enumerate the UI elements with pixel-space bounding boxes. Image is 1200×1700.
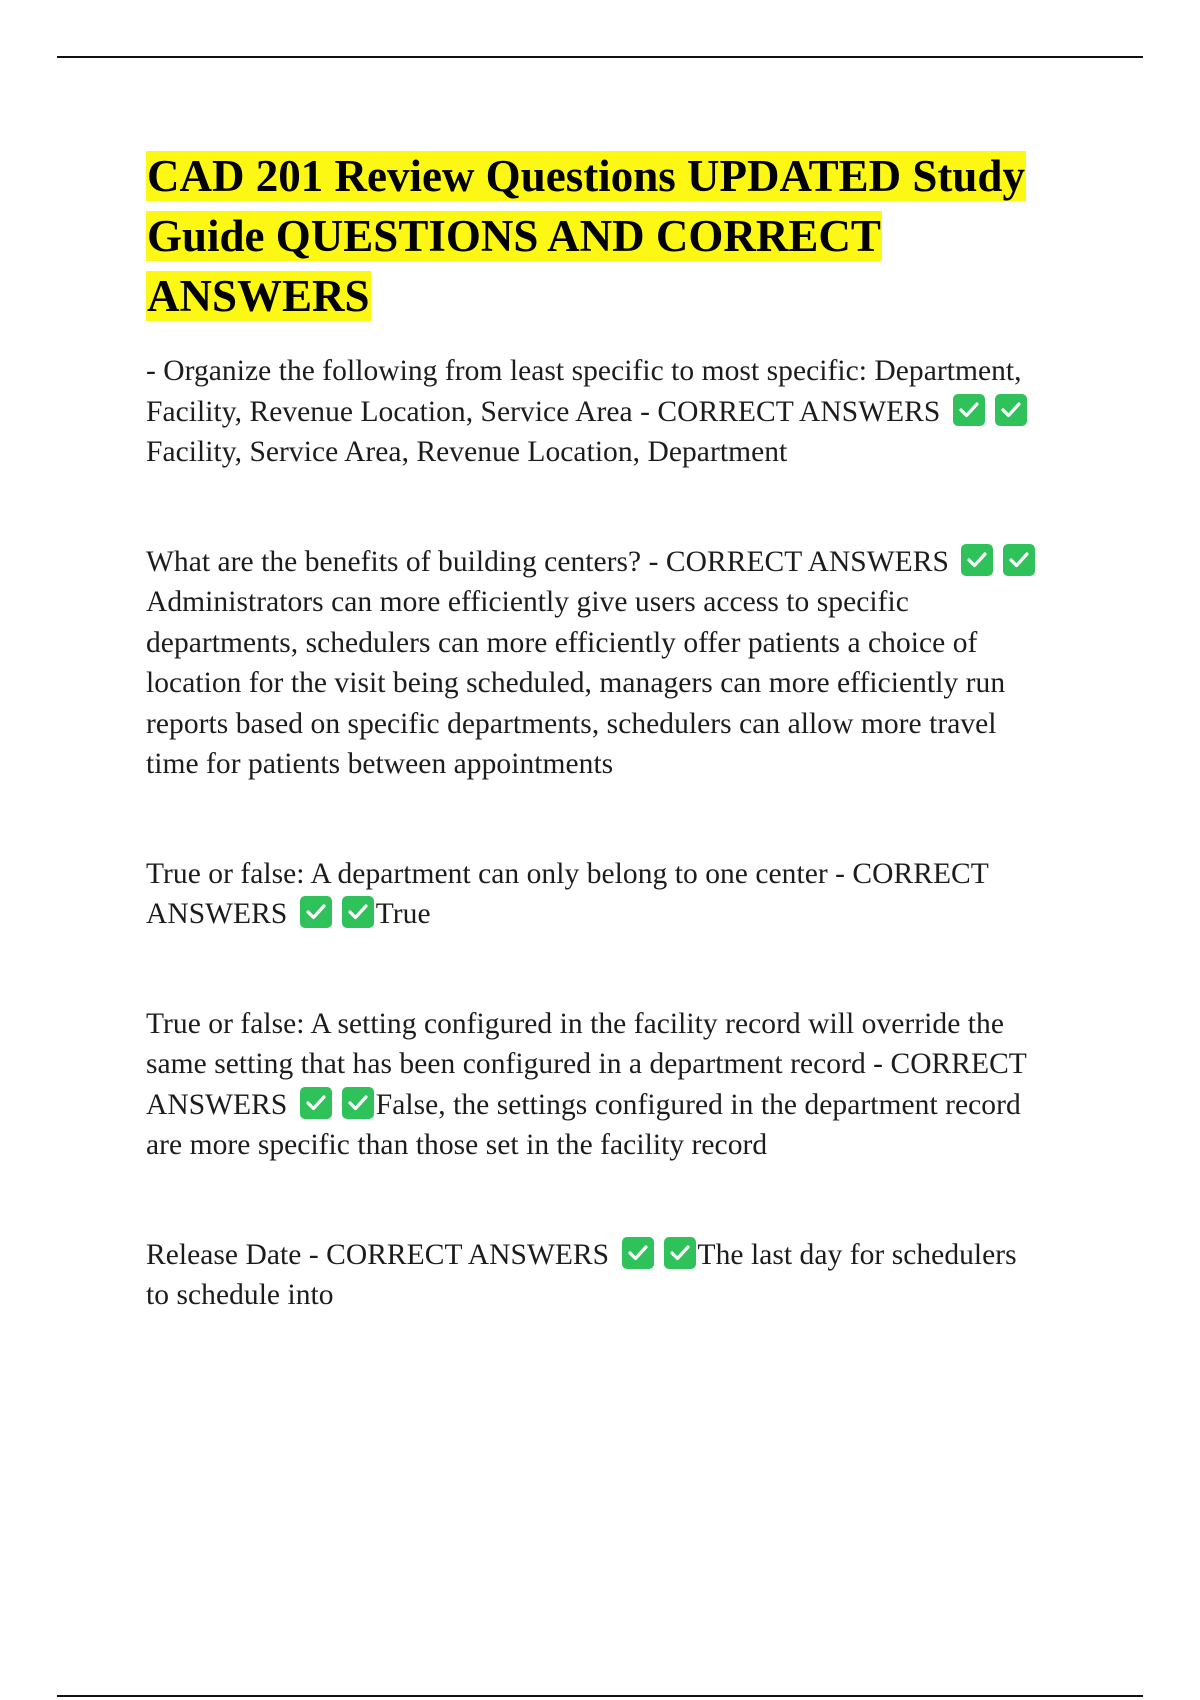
bottom-divider (57, 1695, 1143, 1697)
question-text: True or false: A setting configured in the facility record will override the same setting that has been configured in a department record - CORRECT ANSWERS (146, 1007, 1027, 1121)
document-title (146, 146, 1046, 326)
check-mark-icon (342, 896, 374, 928)
qa-item (146, 351, 1046, 473)
qa-item (146, 1235, 1046, 1316)
check-mark-icon (300, 1087, 332, 1119)
check-mark-icon (664, 1237, 696, 1269)
check-mark-icon (995, 394, 1027, 426)
answer-text: True (375, 898, 431, 930)
title-highlight: CAD 201 Review Questions UPDATED Study Guide QUESTIONS AND CORRECT ANSWERS (147, 151, 1025, 321)
check-mark-icon (342, 1087, 374, 1119)
question-text: True or false: A department can only belong to one center - CORRECT ANSWERS (146, 857, 989, 930)
qa-item (146, 854, 1046, 935)
check-mark-icon (1003, 544, 1035, 576)
question-text: - Organize the following from least specific to most specific: Department, Facility, Revenue Location, Service Area - CORRECT ANSWERS (146, 355, 1022, 428)
answer-text: Administrators can more efficiently give users access to specific departments, schedulers can more efficiently offer patients a choice of location for the visit being scheduled, managers can more efficiently run reports based on specific departments, schedulers can allow more travel time for patients between appointments (146, 586, 1006, 780)
qa-item (146, 1004, 1046, 1166)
check-mark-icon (961, 544, 993, 576)
answer-text: False, the settings configured in the department record are more specific than those set in the facility record (146, 1088, 1021, 1161)
question-text: What are the benefits of building centers? - CORRECT ANSWERS (146, 545, 949, 578)
qa-item (146, 542, 1046, 785)
question-text: Release Date - CORRECT ANSWERS (146, 1238, 610, 1271)
check-mark-icon (300, 896, 332, 928)
answer-text: Facility, Service Area, Revenue Location, Department (146, 436, 788, 468)
check-mark-icon (953, 394, 985, 426)
answer-text: The last day for schedulers to schedule into (146, 1238, 1017, 1311)
check-mark-icon (622, 1237, 654, 1269)
document-body (146, 146, 1046, 1316)
top-divider (57, 56, 1143, 58)
